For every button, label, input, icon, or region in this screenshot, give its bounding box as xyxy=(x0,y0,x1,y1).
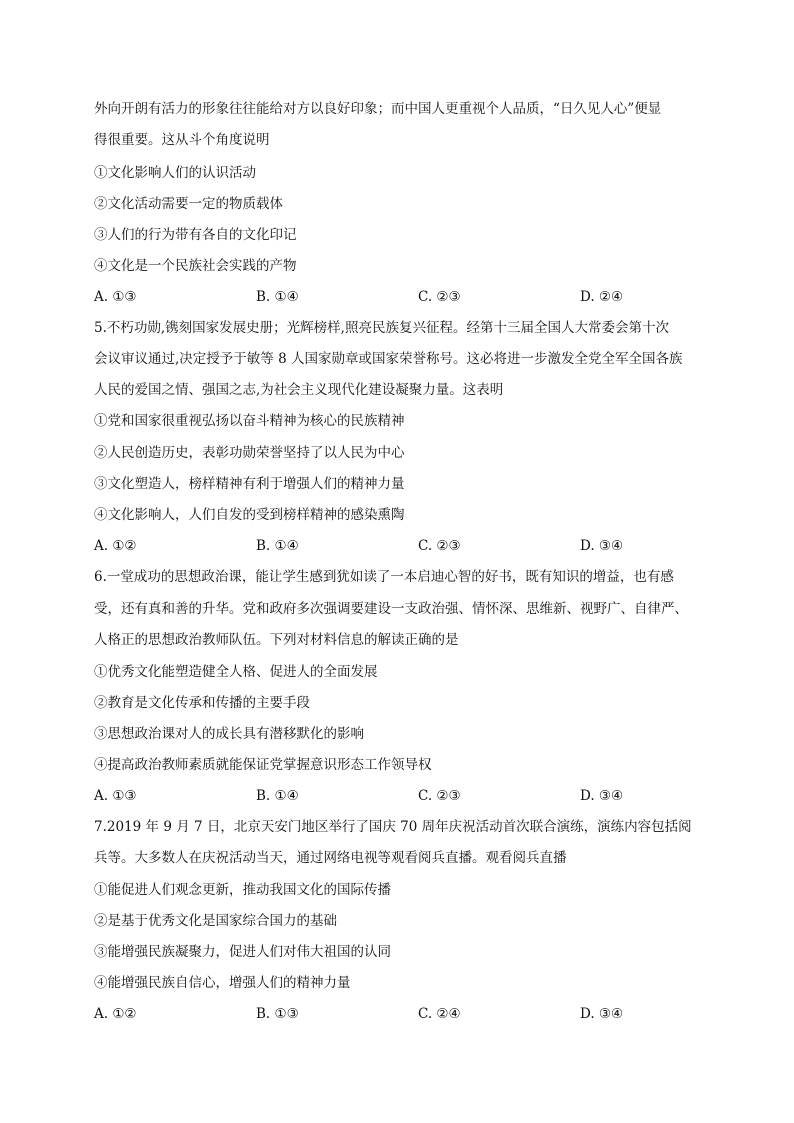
q5-statement-4: ④文化影响人，人们自发的受到榜样精神的感染熏陶 xyxy=(94,507,405,523)
q5-option-a: A. ①② xyxy=(94,538,137,554)
q7-option-b: B. ①③ xyxy=(256,1006,299,1022)
q4-statement-2: ②文化活动需要一定的物质载体 xyxy=(94,196,283,212)
q6-statement-1: ①优秀文化能塑造健全人格、促进人的全面发展 xyxy=(94,664,378,680)
q6-stem-line-1: 6.一堂成功的思想政治课，能让学生感到犹如读了一本启迪心智的好书，既有知识的增益，也有感 xyxy=(94,569,674,585)
q7-statement-4: ④能增强民族自信心，增强人们的精神力量 xyxy=(94,975,351,991)
q4-options xyxy=(94,287,714,307)
q6-option-b: B. ①④ xyxy=(256,788,299,804)
q6-options xyxy=(94,786,714,806)
q7-option-a: A. ①② xyxy=(94,1006,137,1022)
q6-option-c: C. ②③ xyxy=(418,788,461,804)
q6-stem-line-2: 受，还有真和善的升华。党和政府多次强调要建设一支政治强、情怀深、思维新、视野广、自律严、 xyxy=(94,601,688,617)
q5-stem-line-2: 会议审议通过,决定授予于敏等 8 人国家勋章或国家荣誉称号。这必将进一步激发全党全军全国各族 xyxy=(94,351,683,367)
q4-stem-line-1: 外向开朗有活力的形象往往能给对方以良好印象；而中国人更重视个人品质，“日久见人心”便显 xyxy=(94,101,662,117)
q7-option-c: C. ②④ xyxy=(418,1006,461,1022)
q7-option-d: D. ③④ xyxy=(580,1006,624,1022)
q7-options xyxy=(94,1004,714,1024)
q6-statement-4: ④提高政治教师素质就能保证党掌握意识形态工作领导权 xyxy=(94,757,432,773)
q7-statement-3: ③能增强民族凝聚力，促进人们对伟大祖国的认同 xyxy=(94,944,391,960)
q6-option-d: D. ③④ xyxy=(580,788,624,804)
q6-option-a: A. ①③ xyxy=(94,788,137,804)
q5-option-d: D. ③④ xyxy=(580,538,624,554)
q4-stem-line-2: 得很重要。这从斗个角度说明 xyxy=(94,132,270,148)
q4-option-a: A. ①③ xyxy=(94,289,137,305)
q7-statement-1: ①能促进人们观念更新，推动我国文化的国际传播 xyxy=(94,882,391,898)
q5-statement-3: ③文化塑造人，榜样精神有利于增强人们的精神力量 xyxy=(94,476,405,492)
q4-option-d: D. ②④ xyxy=(580,289,624,305)
q4-statement-3: ③人们的行为带有各自的文化印记 xyxy=(94,227,297,243)
q5-statement-1: ①党和国家很重视弘扬以奋斗精神为核心的民族精神 xyxy=(94,413,405,429)
q4-option-c: C. ②③ xyxy=(418,289,461,305)
q5-option-b: B. ①④ xyxy=(256,538,299,554)
q4-statement-4: ④文化是一个民族社会实践的产物 xyxy=(94,258,297,274)
q7-stem-line-2: 兵等。大多数人在庆祝活动当天，通过网络电视等观看阅兵直播。观看阅兵直播 xyxy=(94,850,567,866)
q7-stem-line-1: 7.2019 年 9 月 7 日，北京天安门地区举行了国庆 70 周年庆祝活动首次联合演练，演练内容包括阅 xyxy=(94,819,692,835)
q5-stem-line-3: 人民的爱国之情、强国之志,为社会主义现代化建设凝聚力量。这表明 xyxy=(94,382,504,398)
q6-stem-line-3: 人格正的思想政治教师队伍。下列对材料信息的解读正确的是 xyxy=(94,632,459,648)
q4-statement-1: ①文化影响人们的认识活动 xyxy=(94,165,256,181)
q5-statement-2: ②人民创造历史，表彰功勋荣誉坚持了以人民为中心 xyxy=(94,445,405,461)
q7-statement-2: ②是基于优秀文化是国家综合国力的基础 xyxy=(94,913,337,929)
q5-stem-line-1: 5.不朽功勋,镌刻国家发展史册；光辉榜样,照亮民族复兴征程。经第十三届全国人大常委会第十次 xyxy=(94,320,669,336)
q5-options xyxy=(94,536,714,556)
q5-option-c: C. ②③ xyxy=(418,538,461,554)
q4-option-b: B. ①④ xyxy=(256,289,299,305)
q6-statement-3: ③思想政治课对人的成长具有潜移默化的影响 xyxy=(94,726,364,742)
q6-statement-2: ②教育是文化传承和传播的主要手段 xyxy=(94,695,310,711)
